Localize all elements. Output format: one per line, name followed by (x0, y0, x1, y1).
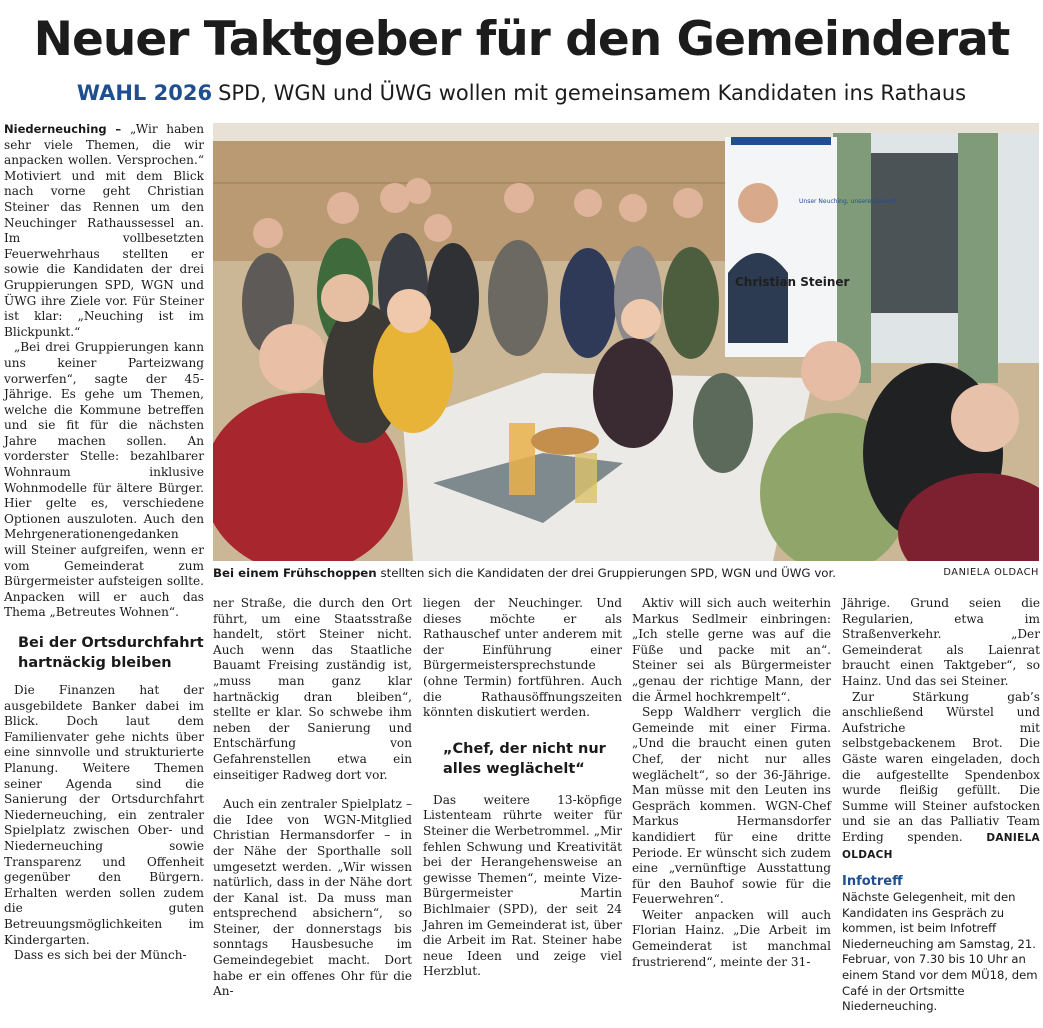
paragraph: ner Straße, die durch den Ort führt, um eine Staatsstraße handelt, stört Steiner nicht. Auch wenn das Staatliche Bauamt Freising zuständig ist, „muss man ganz klar hartnäckig dran bleiben“, stellte er klar. So schwebe ihm neben der Sanierung und Entschärfung von Gefahrenstellen etwa ein einseitiger Radweg dort vor. (213, 596, 412, 782)
article-column-3 (423, 596, 622, 980)
paragraph: Die Finanzen hat der ausgebildete Banker dabei im Blick. Doch laut dem Familienvater gehe nichts über eine sinnvolle und strukturierte Planung. Weitere Themen seiner Agenda sind die Sanierung der Ortsdurchfahrt Niederneuching, ein zentraler Spielplatz zwischen Ober- und Niederneuching sowie Transparenz und Offenheit gegenüber den Bürgern. Erhalten werden sollen zudem die guten Betreuungsmöglichkeiten im Kindergarten. (4, 683, 204, 947)
paragraph: Jährige. Grund seien die Regularien, etwa im Straßenverkehr. „Der Gemeinderat als Laienrat braucht einen Taktgeber“, so Hainz. Und das sei Steiner. (842, 596, 1040, 688)
paragraph-text: „Wir haben sehr viele Themen, die wir anpacken wollen. Versprochen.“ Motiviert und mit dem Blick nach vorne geht Christian Steiner das Rennen um den Neuchinger Rathaussessel an. Im vollbesetzten Feuerwehrhaus stellten er sowie die Kandidaten der drei Gruppierungen SPD, WGN und ÜWG ihre Ziele vor. Für Steiner ist klar: „Neuching ist im Blickpunkt.“ (4, 122, 204, 339)
photo-credit: DANIELA OLDACH (943, 567, 1039, 578)
article-column-1 (4, 122, 204, 964)
section-subhead: Bei der Ortsdurchfahrt hartnäckig bleiben (18, 635, 204, 671)
section-subhead: „Chef, der nicht nur alles weglächelt“ (443, 740, 606, 777)
article-column-5 (842, 596, 1040, 1015)
paragraph (842, 690, 1040, 864)
banner-name: Christian Steiner (735, 275, 850, 289)
caption-lead: Bei einem Frühschoppen (213, 566, 377, 580)
paragraph: liegen der Neuchinger. Und dieses möchte er als Rathauschef unter anderem mit der Einführung einer Bürgermeistersprechstunde (ohne Termin) fortführen. Auch die Rathausöffnungszeiten könnten diskutiert werden. (423, 596, 622, 720)
paragraph-text: Zur Stärkung gab’s anschließend Würstel und Aufstriche mit selbstgebackenem Brot. Die Gäste waren eingeladen, doch die aufgestellte Spendenbox wurde fleißig gefüllt. Die Summe will Steiner aufstocken und sie an das Palliativ Team Erding spenden. (842, 689, 1040, 844)
paragraph: Aktiv will sich auch weiterhin Markus Sedlmeir einbringen: „Ich stelle gerne was auf die Füße und packe mit an“. Steiner sei als Bürgermeister „genau der richtige Mann, der die Ärmel hochkrempelt“. (632, 596, 831, 704)
article-photo (213, 123, 1039, 561)
article-column-4 (632, 596, 831, 970)
infobox-text: Nächste Gelegenheit, mit den Kandidaten ins Gespräch zu kommen, ist beim Infotreff Niederneuching am Samstag, 21. Februar, von 7.30 bis 10 Uhr an einem Stand vor dem MÜ18, dem Café in der Ortsmitte Niederneuching. (842, 890, 1038, 1014)
article-headline: Neuer Taktgeber für den Gemeinderat (33, 12, 1010, 67)
paragraph (4, 122, 204, 340)
paragraph: Das weitere 13-köpfige Listenteam rührte weiter für Steiner die Werbetrommel. „Mir fehlen Schwung und Kreativität bei der Herangehensweise an gewisse Themen“, meinte Vize-Bürgermeister Martin Bichlmaier (SPD), der seit 24 Jahren im Gemeinderat ist, über die Arbeit im Rat. Steiner habe neue Ideen und zeige viel Herzblut. (423, 792, 622, 979)
paragraph: Auch ein zentraler Spielplatz – die Idee von WGN-Mitglied Christian Hermansdorfer – in der Nähe der Sporthalle soll umgesetzt werden. „Wir wissen natürlich, dass in der Nähe dort der Kanal ist. Da muss man entsprechend absichern“, so Steiner, der donnerstags bis sonntags Hausbesuche im Gemeindegebiet macht. Dort habe er ein offenes Ohr für die An- (213, 797, 412, 999)
subline-text: SPD, WGN und ÜWG wollen mit gemeinsamem Kandidaten ins Rathaus (218, 81, 967, 105)
author-byline: DANIELA OLDACH (842, 831, 1040, 861)
article-column-2 (213, 596, 412, 1000)
paragraph: Weiter anpacken will auch Florian Hainz. „Die Arbeit im Gemeinderat ist manchmal frustrierend“, meinte der 31- (632, 907, 831, 969)
article-subline (0, 78, 1043, 108)
paragraph: Dass es sich bei der Münch- (14, 948, 187, 963)
paragraph: Sepp Waldherr verglich die Gemeinde mit einer Firma. „Und die braucht einen guten Chef, der nicht nur alles weglächelt“, so der 36-Jährige. Man müsse mit den Leuten ins Gespräch kommen. WGN-Chef Markus Hermansdorfer kandidiert für eine dritte Periode. Er wünscht sich zudem eine „vernünftige Ausstattung für den Bauhof sowie für die Feuerwehren“. (632, 705, 831, 907)
infobox-heading: Infotreff (842, 874, 903, 890)
paragraph: „Bei drei Gruppierungen kann uns keiner Parteizwang vorwerfen“, sagte der 45-Jährige. Es gehe um Themen, welche die Kommune betreffen und sie fit für die nächsten Jahre machen sollen. An vorderster Stelle: bezahlbarer Wohnraum inklusive Wohnmodelle für ältere Bürger. Hier gelte es, verschiedene Optionen auszuloten. Auch den Mehrgenerationengedanken will Steiner aufgreifen, wenn er vom Gemeinderat zum Bürgermeister aufsteigen sollte. Anpacken will er auch das Thema „Betreutes Wohnen“. (4, 340, 204, 620)
group-photo-illustration (213, 123, 1039, 561)
article-kicker: WAHL 2026 (76, 81, 213, 105)
banner-slogan: Unser Neuching, unsere Zukunft (799, 198, 897, 205)
photo-caption (213, 564, 1039, 584)
caption-text: stellten sich die Kandidaten der drei Gruppierungen SPD, WGN und ÜWG vor. (376, 566, 837, 580)
dateline: Niederneuching – (4, 122, 130, 136)
